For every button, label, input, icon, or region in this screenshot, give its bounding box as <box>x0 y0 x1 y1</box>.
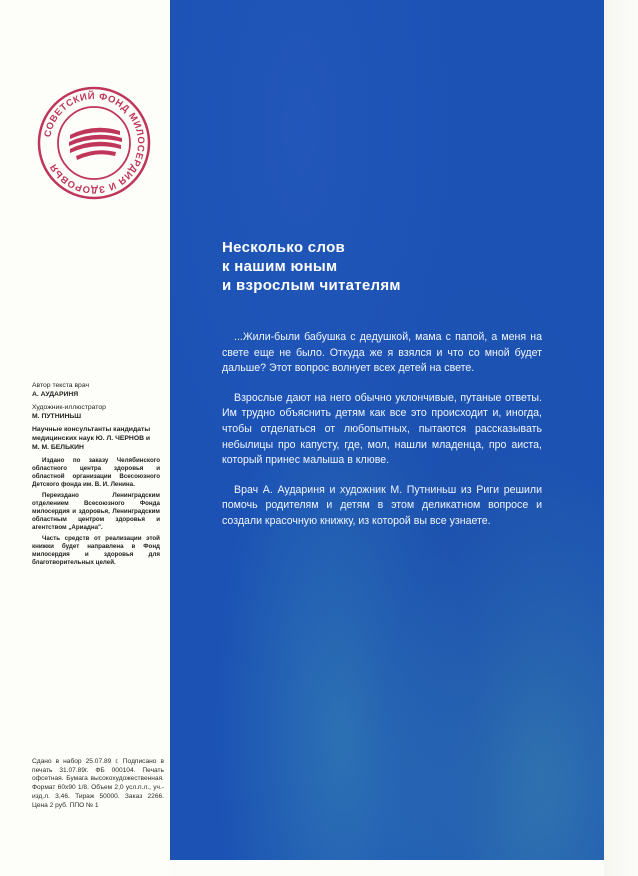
paragraph-1: ...Жили-были бабушка с дедушкой, мама с папой, а меня на свете еще не было. Откуда же я взялся и что со мной будет дальше? Этот вопрос волнует всех детей на свете. <box>222 331 542 375</box>
heading-line-2: к нашим юным <box>222 258 338 275</box>
publication-note-2: Переиздано Ленинградским отделением Всесоюзного Фонда милосердия и здоровья, Ленинградским областным центром здоровья и агентством „Ариадна". <box>32 492 160 532</box>
author-role: Автор текста врач <box>32 382 90 389</box>
paragraph-3: Врач А. Аудариня и художник М. Путниньш из Риги решили помочь родителям и детям в этом деликатном вопросе и создали красочную книжку, из которой вы все узнаете. <box>222 483 542 527</box>
stamp-emblem <box>69 128 122 160</box>
preface-body <box>222 330 542 544</box>
artist-name: М. ПУТНИНЬШ <box>32 412 82 420</box>
consultants-credit <box>32 426 160 452</box>
publication-note-1: Издано по заказу Челябинского областного центра здоровья и областной организации Всесоюзного Детского фонда им. В. И. Ленина. <box>32 457 160 489</box>
consultants-role: Научные консультанты кандидаты медицинских наук Ю. Л. ЧЕРНОВ и <box>32 426 151 442</box>
paragraph-2: Взрослые дают на него обычно уклончивые, путаные ответы. Им трудно объяснить детям как все это происходит и, иногда, чтобы отделаться от любопытных, пытаются рассказывать небылицы про капусту, где, мол, нашли младенца, про аиста, который принес малыша в клюве. <box>222 391 542 467</box>
author-credit <box>32 382 160 399</box>
heading-line-3: и взрослым читателям <box>222 277 401 294</box>
paper-edge <box>604 0 638 876</box>
author-name: А. АУДАРИНЯ <box>32 390 79 398</box>
heading-line-1: Несколько слов <box>222 239 346 256</box>
publication-note-3: Часть средств от реализации этой книжки будет направлена в Фонд милосердия и здоровья для благотворительных целей. <box>32 535 160 567</box>
artist-credit <box>32 404 160 421</box>
print-imprint: Сдано в набор 25.07.89 г. Подписано в печать 31.07.89г. ФБ 000104. Печать офсетная. Бумага высокохудожественная. Формат 60х90 1/8. Объем 2,0 усл.п.л., уч.-изд.л. 3,46. Тираж 50000. Заказ 2266. Цена 2 руб. ППО № 1 <box>32 758 164 809</box>
artist-role: Художник-иллюстратор <box>32 404 106 412</box>
preface-heading <box>222 238 482 295</box>
credits-column <box>32 382 160 570</box>
stamp-ring-text: СОВЕТСКИЙ ФОНД МИЛОСЕРДИЯ И ЗДОРОВЬЯ <box>42 90 147 196</box>
fund-stamp-logo <box>36 85 152 201</box>
consultant-name: М. М. БЕЛЬКИН <box>32 443 84 451</box>
